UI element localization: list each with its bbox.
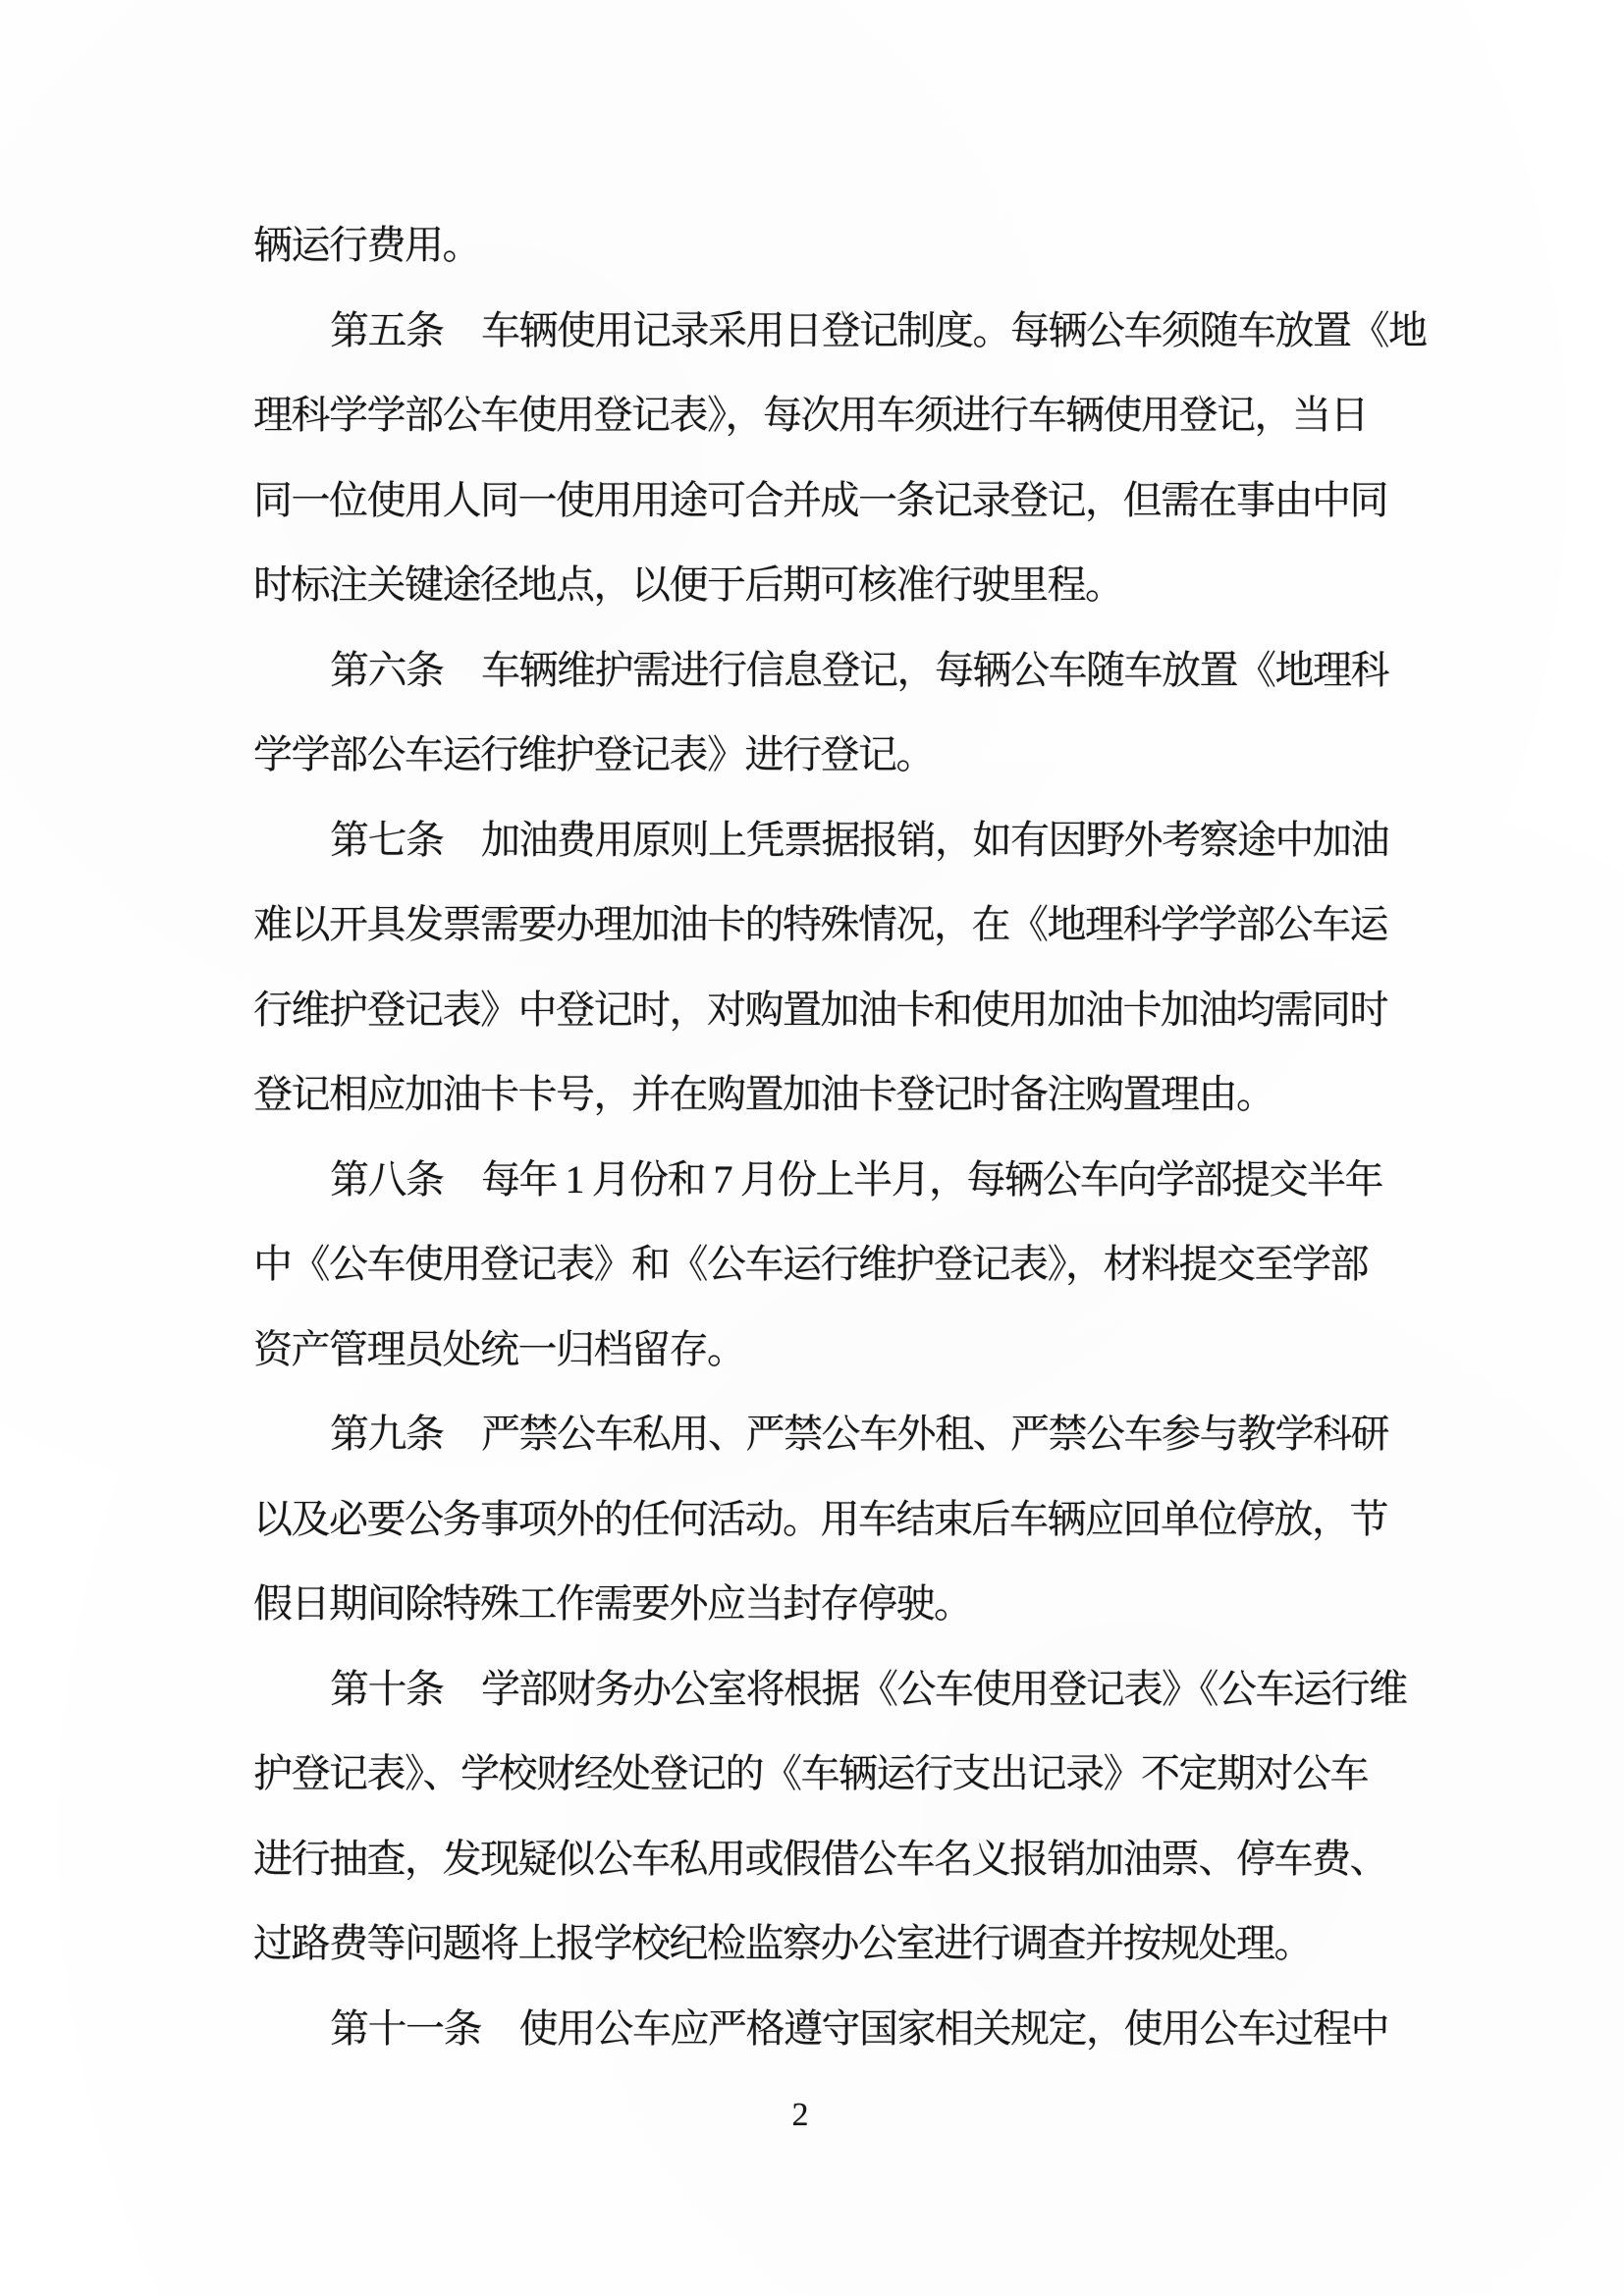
document-body xyxy=(253,203,1427,2071)
page-number: 2 xyxy=(791,2097,809,2133)
text-line: 第九条 严禁公车私用、严禁公车外租、严禁公车参与教学科研 xyxy=(330,1412,1388,1456)
text-line: 假日期间除特殊工作需要外应当封存停驶。 xyxy=(253,1581,972,1626)
text-line: 以及必要公务事项外的任何活动。用车结束后车辆应回单位停放，节 xyxy=(253,1496,1387,1541)
text-line: 理科学学部公车使用登记表》，每次用车须进行车辆使用登记，当日 xyxy=(253,393,1368,437)
text-line: 时标注关键途径地点，以便于后期可核准行驶里程。 xyxy=(253,562,1123,607)
text-line: 中《公车使用登记表》和《公车运行维护登记表》，材料提交至学部 xyxy=(253,1242,1368,1286)
text-line: 护登记表》、学校财经处登记的《车辆运行支出记录》不定期对公车 xyxy=(253,1751,1368,1795)
text-line: 难以开具发票需要办理加油卡的特殊情况，在《地理科学学部公车运 xyxy=(253,902,1387,946)
text-line: 第八条 每年 1 月份和 7 月份上半月，每辆公车向学部提交半年 xyxy=(330,1156,1382,1201)
text-line: 第六条 车辆维护需进行信息登记，每辆公车随车放置《地理科 xyxy=(330,647,1388,692)
text-line: 资产管理员处统一归档留存。 xyxy=(253,1326,745,1371)
text-line: 第七条 加油费用原则上凭票据报销，如有因野外考察途中加油 xyxy=(330,817,1388,862)
text-line: 登记相应加油卡卡号，并在购置加油卡登记时备注购置理由。 xyxy=(253,1072,1274,1116)
text-line: 辆运行费用。 xyxy=(253,223,480,267)
text-line: 学学部公车运行维护登记表》进行登记。 xyxy=(253,732,934,776)
text-line: 第十一条 使用公车应严格遵守国家相关规定，使用公车过程中 xyxy=(330,2005,1388,2051)
text-line: 同一位使用人同一使用用途可合并成一条记录登记，但需在事由中同 xyxy=(253,477,1387,522)
text-line: 过路费等问题将上报学校纪检监察办公室进行调查并按规处理。 xyxy=(253,1921,1312,1965)
text-line: 第十条 学部财务办公室将根据《公车使用登记表》《公车运行维 xyxy=(330,1666,1407,1711)
text-line: 进行抽查，发现疑似公车私用或假借公车名义报销加油票、停车费、 xyxy=(253,1836,1387,1881)
text-line: 行维护登记表》中登记时，对购置加油卡和使用加油卡加油均需同时 xyxy=(253,987,1387,1032)
text-line: 第五条 车辆使用记录采用日登记制度。每辆公车须随车放置《地 xyxy=(330,307,1427,352)
